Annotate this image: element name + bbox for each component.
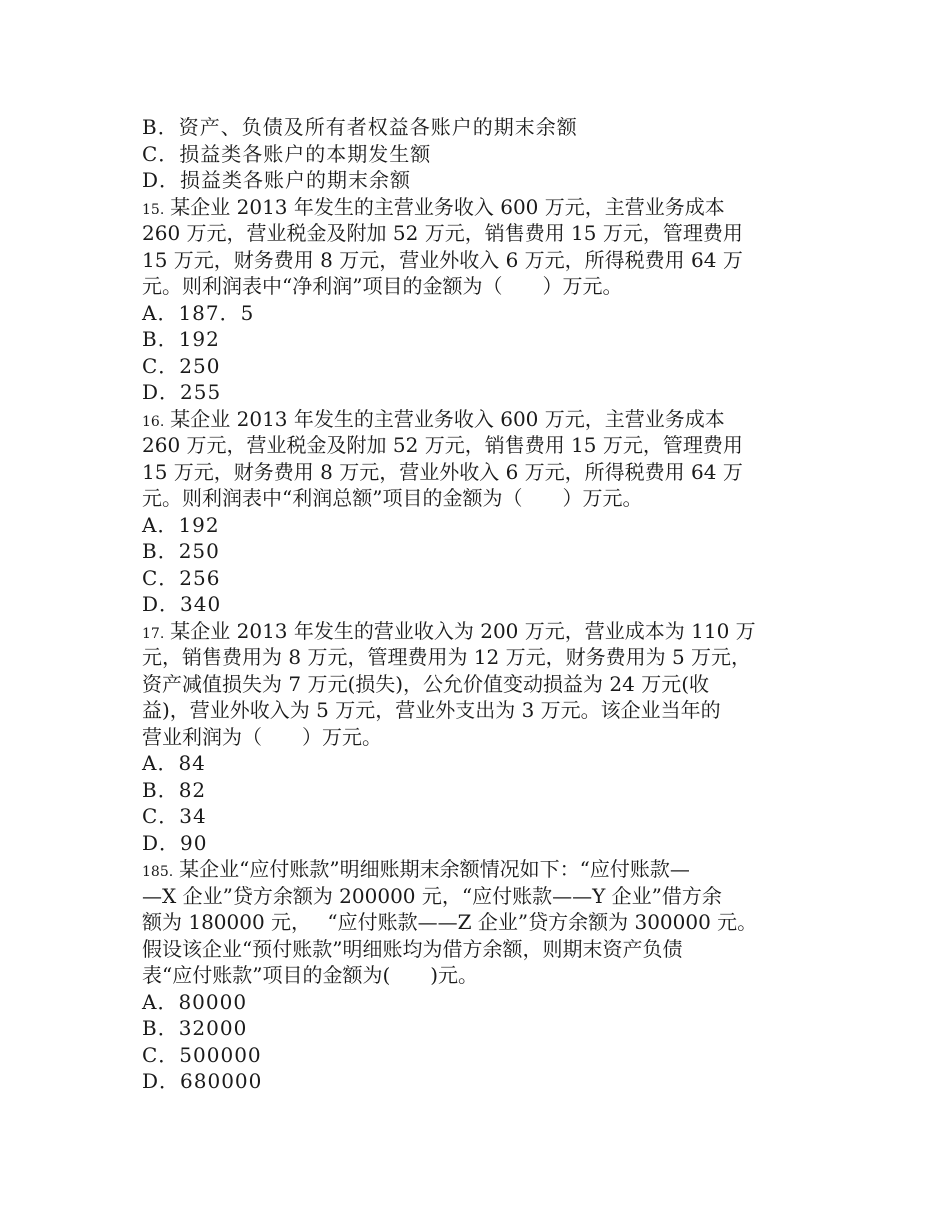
option-d: D．255	[142, 380, 222, 404]
question-stem-line: 16. 某企业 2013 年发生的主营业务收入 600 万元，主营业务成本	[142, 406, 725, 431]
option-b: B．192	[142, 327, 220, 351]
question-number: 16.	[142, 413, 165, 430]
question-15	[142, 194, 842, 406]
option-c: C．256	[142, 565, 221, 590]
question-stem-line: 15. 某企业 2013 年发生的主营业务收入 600 万元，主营业务成本	[142, 194, 725, 219]
question-stem-line: 15 万元，财务费用 8 万元，营业外收入 6 万元，所得税费用 64 万	[142, 247, 743, 272]
question-stem-line: 元，销售费用为 8 万元，管理费用为 12 万元，财务费用为 5 万元，	[142, 645, 752, 669]
question-185	[142, 856, 842, 1095]
option-c: C．34	[142, 804, 207, 828]
question-stem-line: 益)，营业外收入为 5 万元，营业外支出为 3 万元。该企业当年的	[142, 698, 721, 722]
option-a: A．187．5	[142, 300, 255, 325]
option-d: D．340	[142, 592, 222, 616]
question-stem-line: 额为 180000 元， “应付账款——Z 企业”贷方余额为 300000 元。	[142, 910, 758, 934]
option-d: D．680000	[142, 1069, 263, 1093]
question-stem-line: 260 万元，营业税金及附加 52 万元，销售费用 15 万元，管理费用	[142, 433, 743, 457]
question-stem-line: 营业利润为（ ）万元。	[142, 724, 382, 749]
option-b: B．32000	[142, 1016, 248, 1040]
question-stem-line: 表“应付账款”项目的金额为( )元。	[142, 963, 479, 987]
question-stem-line: 185. 某企业“应付账款”明细账期末余额情况如下：“应付账款—	[142, 857, 690, 881]
option-c: C．250	[142, 353, 221, 378]
question-16	[142, 406, 842, 618]
question-stem-line: 资产减值损失为 7 万元(损失)，公允价值变动损益为 24 万元(收	[142, 671, 710, 696]
option-b: B．250	[142, 539, 220, 563]
option-b: B．82	[142, 777, 207, 802]
question-stem-line: 260 万元，营业税金及附加 52 万元，销售费用 15 万元，管理费用	[142, 221, 743, 245]
question-number: 185.	[142, 864, 174, 880]
option-c: C．500000	[142, 1042, 262, 1067]
option-line: C．损益类各账户的本期发生额	[142, 141, 432, 166]
document-page	[142, 114, 842, 1095]
question-stem-line: —X 企业”贷方余额为 200000 元，“应付账款——Y 企业”借方余	[142, 883, 722, 908]
header-options	[142, 114, 842, 194]
question-number: 15.	[142, 201, 165, 218]
question-stem-line: 15 万元，财务费用 8 万元，营业外收入 6 万元，所得税费用 64 万	[142, 459, 743, 484]
option-a: A．192	[142, 512, 220, 537]
question-stem-line: 假设该企业“预付账款”明细账均为借方余额，则期末资产负债	[142, 936, 683, 961]
option-line: D．损益类各账户的期末余额	[142, 168, 412, 192]
option-a: A．80000	[142, 989, 248, 1014]
option-d: D．90	[142, 830, 208, 855]
question-stem-line: 元。则利润表中“净利润”项目的金额为（ ）万元。	[142, 274, 623, 298]
question-number: 17.	[142, 625, 165, 642]
option-line: B．资产、负债及所有者权益各账户的期末余额	[142, 115, 578, 139]
question-stem-line: 元。则利润表中“利润总额”项目的金额为（ ）万元。	[142, 486, 643, 510]
option-a: A．84	[142, 751, 206, 775]
question-stem-line: 17. 某企业 2013 年发生的营业收入为 200 万元，营业成本为 110 万	[142, 618, 756, 643]
question-17	[142, 618, 842, 857]
